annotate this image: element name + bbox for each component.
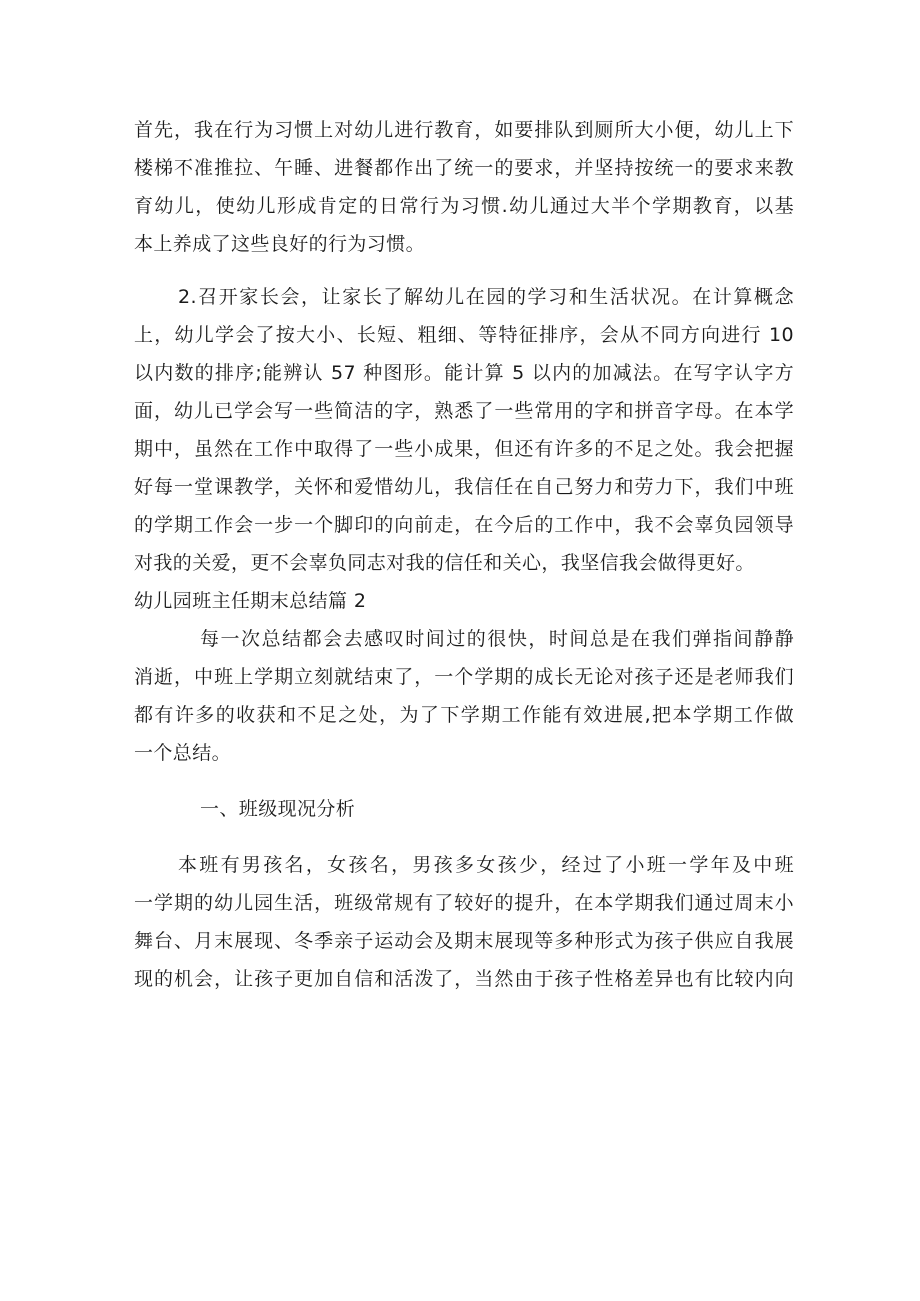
text-line: 面，幼儿已学会写一些简洁的字，熟悉了一些常用的字和拼音字母。在本学 xyxy=(134,400,794,422)
paragraph-2 xyxy=(134,278,794,582)
text-line: 上，幼儿学会了按大小、长短、粗细、等特征排序，会从不同方向进行 10 xyxy=(134,324,794,346)
text-line: 消逝，中班上学期立刻就结束了，一个学期的成长无论对孩子还是老师我们 xyxy=(134,666,794,688)
text-line: 2.召开家长会，让家长了解幼儿在园的学习和生活状况。在计算概念 xyxy=(178,286,794,308)
paragraph-1 xyxy=(134,111,794,263)
paragraph-spacer xyxy=(134,263,794,278)
text-line: 育幼儿，使幼儿形成肯定的日常行为习惯.幼儿通过大半个学期教育，以基 xyxy=(134,195,794,217)
text-line: 的学期工作会一步一个脚印的向前走，在今后的工作中，我不会辜负园领导 xyxy=(134,514,794,536)
text-line: 对我的关爱，更不会辜负同志对我的信任和关心，我坚信我会做得更好。 xyxy=(134,552,755,574)
document-body xyxy=(134,111,794,998)
text-line: 本上养成了这些良好的行为习惯。 xyxy=(134,233,426,255)
section-title: 幼儿园班主任期末总结篇 2 xyxy=(134,590,367,612)
paragraph-3 xyxy=(134,620,794,772)
subheading: 一、班级现况分析 xyxy=(200,798,356,820)
text-line: 以内数的排序;能辨认 57 种图形。能计算 5 以内的加减法。在写字认字方 xyxy=(134,362,794,384)
text-line: 本班有男孩名，女孩名，男孩多女孩少，经过了小班一学年及中班 xyxy=(178,854,794,876)
text-line: 楼梯不准推拉、午睡、进餐都作出了统一的要求，并坚持按统一的要求来教 xyxy=(134,157,794,179)
text-line: 都有许多的收获和不足之处，为了下学期工作能有效进展,把本学期工作做 xyxy=(134,704,794,726)
text-line: 好每一堂课教学，关怀和爱惜幼儿，我信任在自己努力和劳力下，我们中班 xyxy=(134,476,794,498)
paragraph-spacer xyxy=(134,772,794,790)
text-line: 一个总结。 xyxy=(134,742,232,764)
text-line: 舞台、月末展现、冬季亲子运动会及期末展现等多种形式为孩子供应自我展 xyxy=(134,930,794,952)
paragraph-4 xyxy=(134,846,794,998)
text-line: 现的机会，让孩子更加自信和活泼了，当然由于孩子性格差异也有比较内向 xyxy=(134,968,794,990)
paragraph-spacer xyxy=(134,828,794,846)
text-line: 首先，我在行为习惯上对幼儿进行教育，如要排队到厕所大小便，幼儿上下 xyxy=(134,119,794,141)
text-line: 一学期的幼儿园生活，班级常规有了较好的提升，在本学期我们通过周末小 xyxy=(134,892,794,914)
text-line: 每一次总结都会去感叹时间过的很快，时间总是在我们弹指间静静 xyxy=(200,628,794,650)
text-line: 期中，虽然在工作中取得了一些小成果，但还有许多的不足之处。我会把握 xyxy=(134,438,794,460)
